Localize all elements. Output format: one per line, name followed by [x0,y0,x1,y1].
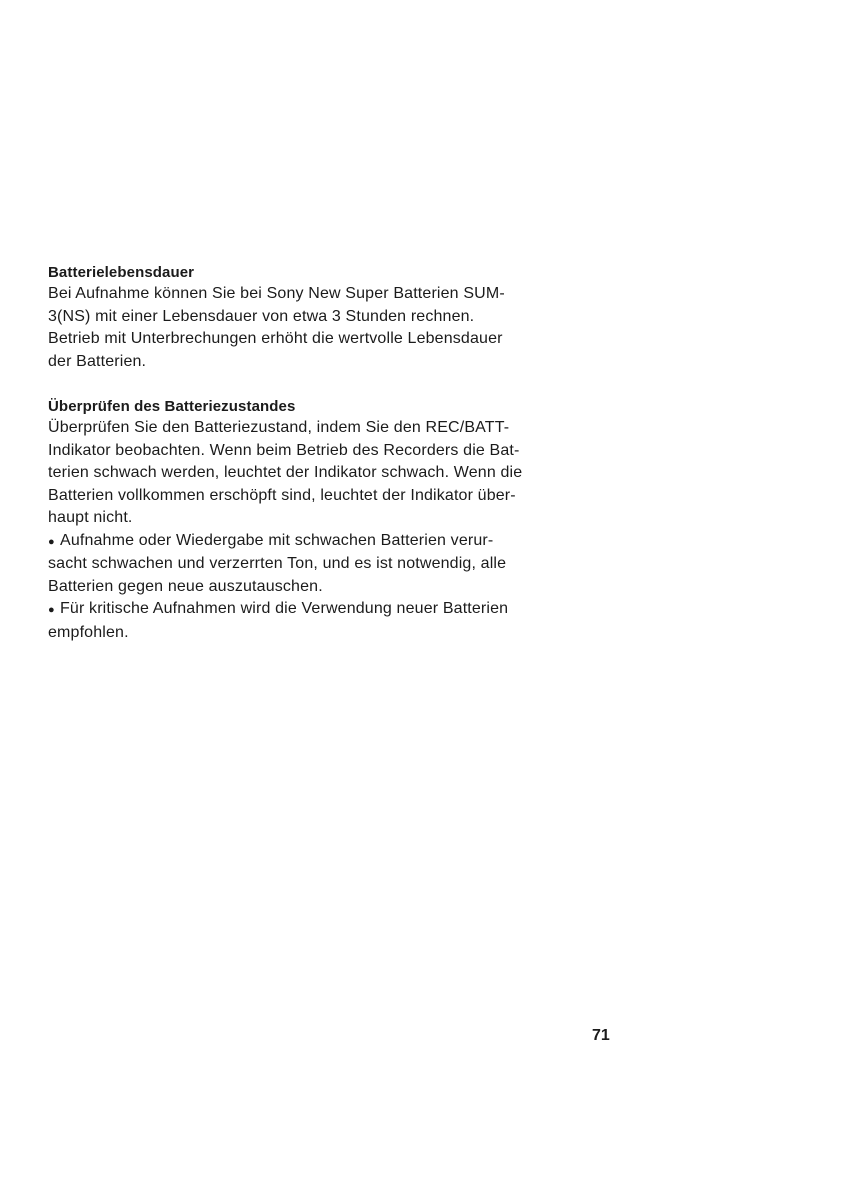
text-line: Betrieb mit Unterbrechungen erhöht die wertvolle Lebensdauer [48,330,503,347]
section-heading: Überprüfen des Batteriezustandes [48,398,296,415]
bullet-item [48,530,623,599]
section-heading: Batterielebensdauer [48,264,195,281]
page-number: 71 [592,1027,610,1044]
text-line: sacht schwachen und verzerrten Ton, und es ist notwendig, alle [48,555,507,572]
text-line: haupt nicht. [48,509,133,526]
text-line: Überprüfen Sie den Batteriezustand, indem Sie den REC/BATT- [48,419,510,436]
text-line: Indikator beobachten. Wenn beim Betrieb des Recorders die Bat- [48,441,520,459]
text-line: der Batterien. [48,352,147,370]
text-line: terien schwach werden, leuchtet der Indikator schwach. Wenn die [48,464,523,481]
text-line: empfohlen. [48,623,129,641]
bullet-icon: ● [48,604,55,616]
text-line: ● Aufnahme oder Wiedergabe mit schwachen Batterien verur- [48,530,623,554]
text-line: Batterien vollkommen erschöpft sind, leuchtet der Indikator über- [48,486,516,504]
section-battery-life [48,263,623,373]
bullet-icon: ● [48,535,55,548]
text-line: Bei Aufnahme können Sie bei Sony New Super Batterien SUM- [48,285,505,302]
text-line: Batterien gegen neue auszutauschen. [48,577,323,595]
section-battery-check [48,397,623,644]
text-line: 3(NS) mit einer Lebensdauer von etwa 3 Stunden rechnen. [48,307,475,325]
bullet-item [48,598,623,644]
text-line: ● Für kritische Aufnahmen wird die Verwendung neuer Batterien [48,598,623,622]
